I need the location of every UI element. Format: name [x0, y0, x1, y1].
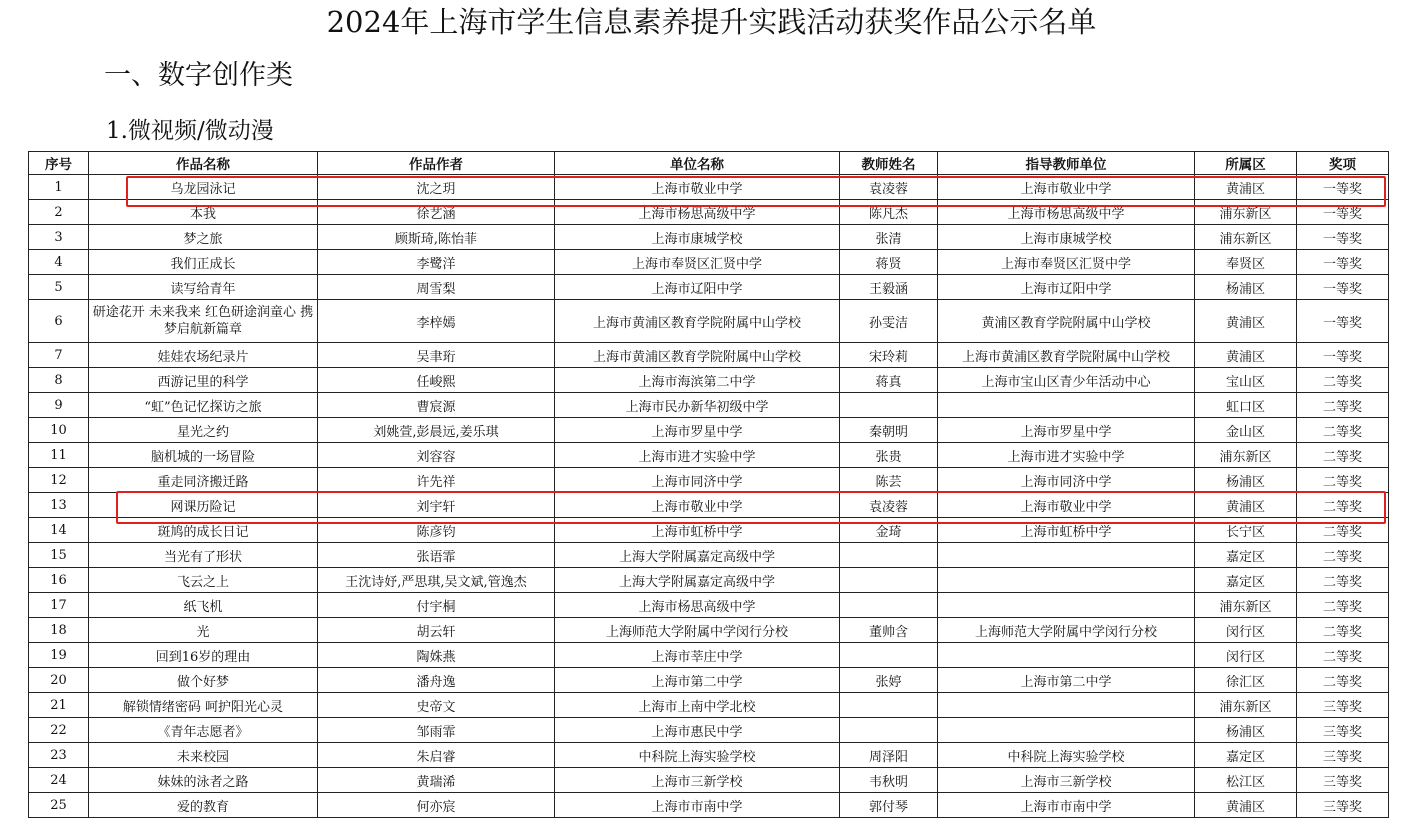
table-row: [29, 368, 1389, 393]
cell-index: 5: [29, 275, 89, 300]
cell-district: 嘉定区: [1195, 743, 1297, 768]
cell-work-title: 研途花开 未来我来 红色研途润童心 携梦启航新篇章: [89, 300, 318, 343]
cell-index: 8: [29, 368, 89, 393]
cell-award: 一等奖: [1297, 300, 1389, 343]
cell-teacher-school: 上海市进才实验中学: [938, 443, 1195, 468]
table-row: [29, 468, 1389, 493]
cell-index: 25: [29, 793, 89, 818]
table-row: [29, 443, 1389, 468]
cell-award: 三等奖: [1297, 693, 1389, 718]
cell-author: 陶姝燕: [318, 643, 555, 668]
cell-teacher-school: 上海市辽阳中学: [938, 275, 1195, 300]
cell-teacher-school: 黄浦区教育学院附属中山学校: [938, 300, 1195, 343]
cell-award: 二等奖: [1297, 518, 1389, 543]
cell-work-title: 星光之约: [89, 418, 318, 443]
cell-work-title: 网课历险记: [89, 493, 318, 518]
cell-teacher-school: 上海市康城学校: [938, 225, 1195, 250]
cell-school: 上海市黄浦区教育学院附属中山学校: [555, 300, 840, 343]
cell-award: 二等奖: [1297, 568, 1389, 593]
cell-school: 上海市惠民中学: [555, 718, 840, 743]
cell-district: 黄浦区: [1195, 793, 1297, 818]
header-index: 序号: [29, 152, 89, 175]
cell-index: 15: [29, 543, 89, 568]
cell-district: 闵行区: [1195, 643, 1297, 668]
cell-teacher-school: 上海市三新学校: [938, 768, 1195, 793]
cell-district: 金山区: [1195, 418, 1297, 443]
section-heading: 一、数字创作类: [104, 60, 293, 91]
cell-index: 1: [29, 175, 89, 200]
cell-school: 上海市敬业中学: [555, 175, 840, 200]
table-row: [29, 200, 1389, 225]
cell-teacher: [840, 568, 938, 593]
cell-author: 许先祥: [318, 468, 555, 493]
cell-award: 三等奖: [1297, 793, 1389, 818]
cell-index: 9: [29, 393, 89, 418]
cell-work-title: 娃娃农场纪录片: [89, 343, 318, 368]
cell-author: 沈之玥: [318, 175, 555, 200]
cell-teacher: 周泽阳: [840, 743, 938, 768]
cell-author: 黄瑞浠: [318, 768, 555, 793]
cell-author: 刘容容: [318, 443, 555, 468]
cell-teacher: 蒋真: [840, 368, 938, 393]
cell-author: 刘宇轩: [318, 493, 555, 518]
cell-index: 18: [29, 618, 89, 643]
cell-author: 顾斯琦,陈怡菲: [318, 225, 555, 250]
table-row: [29, 768, 1389, 793]
cell-district: 嘉定区: [1195, 568, 1297, 593]
cell-index: 23: [29, 743, 89, 768]
cell-teacher-school: 中科院上海实验学校: [938, 743, 1195, 768]
cell-school: 上海市奉贤区汇贤中学: [555, 250, 840, 275]
cell-award: 三等奖: [1297, 743, 1389, 768]
cell-teacher: [840, 643, 938, 668]
cell-teacher: 韦秋明: [840, 768, 938, 793]
cell-work-title: 纸飞机: [89, 593, 318, 618]
cell-index: 14: [29, 518, 89, 543]
cell-district: 嘉定区: [1195, 543, 1297, 568]
cell-district: 杨浦区: [1195, 275, 1297, 300]
cell-teacher-school: [938, 568, 1195, 593]
cell-district: 浦东新区: [1195, 443, 1297, 468]
cell-teacher: [840, 593, 938, 618]
cell-award: 一等奖: [1297, 225, 1389, 250]
cell-author: 刘姚萱,彭晨远,姜乐琪: [318, 418, 555, 443]
cell-teacher: 蒋贤: [840, 250, 938, 275]
cell-award: 二等奖: [1297, 393, 1389, 418]
cell-teacher-school: 上海市市南中学: [938, 793, 1195, 818]
cell-award: 二等奖: [1297, 443, 1389, 468]
cell-award: 二等奖: [1297, 543, 1389, 568]
awards-table-container: [28, 151, 1389, 818]
cell-award: 二等奖: [1297, 493, 1389, 518]
cell-teacher: 郭付琴: [840, 793, 938, 818]
cell-teacher: 张清: [840, 225, 938, 250]
cell-index: 7: [29, 343, 89, 368]
cell-work-title: 未来校园: [89, 743, 318, 768]
table-row: [29, 793, 1389, 818]
cell-award: 一等奖: [1297, 250, 1389, 275]
cell-work-title: 西游记里的科学: [89, 368, 318, 393]
cell-author: 史帝文: [318, 693, 555, 718]
cell-award: 二等奖: [1297, 643, 1389, 668]
cell-index: 20: [29, 668, 89, 693]
cell-author: 周雪梨: [318, 275, 555, 300]
cell-teacher-school: [938, 393, 1195, 418]
cell-school: 上海市辽阳中学: [555, 275, 840, 300]
cell-author: 徐艺涵: [318, 200, 555, 225]
cell-award: 三等奖: [1297, 718, 1389, 743]
cell-work-title: 爱的教育: [89, 793, 318, 818]
cell-school: 上海市市南中学: [555, 793, 840, 818]
cell-district: 宝山区: [1195, 368, 1297, 393]
table-row: [29, 418, 1389, 443]
cell-teacher-school: 上海市罗星中学: [938, 418, 1195, 443]
cell-district: 杨浦区: [1195, 468, 1297, 493]
cell-index: 10: [29, 418, 89, 443]
header-district: 所属区: [1195, 152, 1297, 175]
table-row: [29, 743, 1389, 768]
cell-school: 上海市第二中学: [555, 668, 840, 693]
table-row: [29, 643, 1389, 668]
cell-author: 潘舟逸: [318, 668, 555, 693]
cell-index: 11: [29, 443, 89, 468]
table-row: [29, 175, 1389, 200]
table-row: [29, 300, 1389, 343]
cell-author: 王沈诗妤,严思琪,吴文斌,管逸杰: [318, 568, 555, 593]
cell-work-title: 乌龙园泳记: [89, 175, 318, 200]
table-row: [29, 393, 1389, 418]
cell-work-title: 光: [89, 618, 318, 643]
cell-award: 三等奖: [1297, 768, 1389, 793]
cell-work-title: 读写给青年: [89, 275, 318, 300]
cell-index: 19: [29, 643, 89, 668]
cell-teacher: 王毅涵: [840, 275, 938, 300]
cell-district: 松江区: [1195, 768, 1297, 793]
cell-school: 上海市虹桥中学: [555, 518, 840, 543]
table-header-row: [29, 152, 1389, 175]
cell-author: 李鹭洋: [318, 250, 555, 275]
cell-district: 虹口区: [1195, 393, 1297, 418]
cell-teacher: 金琦: [840, 518, 938, 543]
subsection-heading: 1.微视频/微动漫: [106, 118, 274, 144]
cell-school: 上海市三新学校: [555, 768, 840, 793]
cell-index: 21: [29, 693, 89, 718]
cell-award: 二等奖: [1297, 618, 1389, 643]
header-teacher: 教师姓名: [840, 152, 938, 175]
cell-teacher: 宋玲莉: [840, 343, 938, 368]
awards-table: [28, 151, 1389, 818]
cell-index: 3: [29, 225, 89, 250]
table-row: [29, 568, 1389, 593]
table-row: [29, 668, 1389, 693]
cell-district: 闵行区: [1195, 618, 1297, 643]
cell-work-title: 斑鸠的成长日记: [89, 518, 318, 543]
cell-teacher-school: [938, 593, 1195, 618]
cell-teacher: 袁凌蓉: [840, 175, 938, 200]
table-row: [29, 593, 1389, 618]
cell-author: 何亦宸: [318, 793, 555, 818]
cell-district: 黄浦区: [1195, 493, 1297, 518]
cell-district: 黄浦区: [1195, 343, 1297, 368]
cell-author: 邹雨霏: [318, 718, 555, 743]
header-teacher-school: 指导教师单位: [938, 152, 1195, 175]
cell-index: 4: [29, 250, 89, 275]
cell-award: 一等奖: [1297, 275, 1389, 300]
table-body: [29, 175, 1389, 818]
cell-index: 16: [29, 568, 89, 593]
header-award: 奖项: [1297, 152, 1389, 175]
cell-author: 李梓嫣: [318, 300, 555, 343]
table-row: [29, 343, 1389, 368]
cell-teacher-school: [938, 718, 1195, 743]
cell-index: 22: [29, 718, 89, 743]
cell-teacher: 董帅含: [840, 618, 938, 643]
cell-award: 一等奖: [1297, 343, 1389, 368]
cell-index: 13: [29, 493, 89, 518]
header-work-title: 作品名称: [89, 152, 318, 175]
cell-teacher: 秦朝明: [840, 418, 938, 443]
header-school: 单位名称: [555, 152, 840, 175]
cell-work-title: 解锁情绪密码 呵护阳光心灵: [89, 693, 318, 718]
cell-school: 上海市上南中学北校: [555, 693, 840, 718]
cell-teacher-school: [938, 643, 1195, 668]
cell-author: 曹宸源: [318, 393, 555, 418]
cell-teacher-school: 上海市同济中学: [938, 468, 1195, 493]
cell-district: 浦东新区: [1195, 225, 1297, 250]
cell-index: 17: [29, 593, 89, 618]
cell-teacher-school: 上海市黄浦区教育学院附属中山学校: [938, 343, 1195, 368]
table-row: [29, 693, 1389, 718]
cell-teacher-school: 上海市杨思高级中学: [938, 200, 1195, 225]
cell-district: 黄浦区: [1195, 175, 1297, 200]
cell-work-title: 脑机城的一场冒险: [89, 443, 318, 468]
cell-district: 黄浦区: [1195, 300, 1297, 343]
cell-work-title: 重走同济搬迁路: [89, 468, 318, 493]
cell-teacher-school: [938, 693, 1195, 718]
cell-school: 上海市杨思高级中学: [555, 200, 840, 225]
cell-teacher-school: 上海师范大学附属中学闵行分校: [938, 618, 1195, 643]
cell-author: 胡云轩: [318, 618, 555, 643]
cell-award: 二等奖: [1297, 368, 1389, 393]
cell-work-title: 《青年志愿者》: [89, 718, 318, 743]
cell-school: 上海市同济中学: [555, 468, 840, 493]
table-row: [29, 543, 1389, 568]
cell-school: 上海市进才实验中学: [555, 443, 840, 468]
cell-district: 杨浦区: [1195, 718, 1297, 743]
cell-teacher-school: [938, 543, 1195, 568]
cell-author: 任峻熙: [318, 368, 555, 393]
table-row: [29, 493, 1389, 518]
cell-author: 张语霏: [318, 543, 555, 568]
table-row: [29, 518, 1389, 543]
cell-school: 上海市罗星中学: [555, 418, 840, 443]
page-title: 2024年上海市学生信息素养提升实践活动获奖作品公示名单: [326, 5, 1097, 39]
cell-index: 2: [29, 200, 89, 225]
cell-school: 上海市黄浦区教育学院附属中山学校: [555, 343, 840, 368]
cell-school: 上海市敬业中学: [555, 493, 840, 518]
cell-work-title: 妹妹的泳者之路: [89, 768, 318, 793]
table-row: [29, 250, 1389, 275]
cell-index: 6: [29, 300, 89, 343]
table-row: [29, 275, 1389, 300]
cell-teacher: [840, 718, 938, 743]
cell-teacher-school: 上海市敬业中学: [938, 493, 1195, 518]
table-row: [29, 618, 1389, 643]
cell-author: 陈彦钧: [318, 518, 555, 543]
cell-work-title: 回到16岁的理由: [89, 643, 318, 668]
cell-teacher-school: 上海市宝山区青少年活动中心: [938, 368, 1195, 393]
cell-school: 上海市民办新华初级中学: [555, 393, 840, 418]
cell-teacher: 张贵: [840, 443, 938, 468]
cell-teacher: [840, 543, 938, 568]
cell-work-title: “虹”色记忆探访之旅: [89, 393, 318, 418]
cell-school: 上海市海滨第二中学: [555, 368, 840, 393]
cell-award: 一等奖: [1297, 175, 1389, 200]
cell-award: 二等奖: [1297, 668, 1389, 693]
cell-award: 二等奖: [1297, 418, 1389, 443]
cell-district: 奉贤区: [1195, 250, 1297, 275]
cell-work-title: 当光有了形状: [89, 543, 318, 568]
cell-school: 上海大学附属嘉定高级中学: [555, 568, 840, 593]
cell-teacher: 袁凌蓉: [840, 493, 938, 518]
cell-work-title: 飞云之上: [89, 568, 318, 593]
cell-work-title: 梦之旅: [89, 225, 318, 250]
cell-teacher-school: 上海市奉贤区汇贤中学: [938, 250, 1195, 275]
header-author: 作品作者: [318, 152, 555, 175]
cell-teacher-school: 上海市敬业中学: [938, 175, 1195, 200]
cell-district: 徐汇区: [1195, 668, 1297, 693]
cell-teacher: 孙雯洁: [840, 300, 938, 343]
table-row: [29, 225, 1389, 250]
cell-teacher: 陈凡杰: [840, 200, 938, 225]
cell-index: 12: [29, 468, 89, 493]
cell-school: 中科院上海实验学校: [555, 743, 840, 768]
cell-author: 付宇桐: [318, 593, 555, 618]
cell-teacher: 张婷: [840, 668, 938, 693]
cell-index: 24: [29, 768, 89, 793]
cell-work-title: 做个好梦: [89, 668, 318, 693]
cell-school: 上海市康城学校: [555, 225, 840, 250]
cell-teacher-school: 上海市虹桥中学: [938, 518, 1195, 543]
cell-work-title: 我们正成长: [89, 250, 318, 275]
cell-award: 二等奖: [1297, 468, 1389, 493]
cell-teacher: [840, 393, 938, 418]
cell-award: 二等奖: [1297, 593, 1389, 618]
cell-author: 吴聿珩: [318, 343, 555, 368]
cell-district: 浦东新区: [1195, 593, 1297, 618]
cell-district: 浦东新区: [1195, 200, 1297, 225]
cell-work-title: 本我: [89, 200, 318, 225]
cell-teacher-school: 上海市第二中学: [938, 668, 1195, 693]
table-row: [29, 718, 1389, 743]
cell-school: 上海市莘庄中学: [555, 643, 840, 668]
cell-award: 一等奖: [1297, 200, 1389, 225]
cell-district: 浦东新区: [1195, 693, 1297, 718]
cell-school: 上海市杨思高级中学: [555, 593, 840, 618]
cell-school: 上海师范大学附属中学闵行分校: [555, 618, 840, 643]
cell-district: 长宁区: [1195, 518, 1297, 543]
cell-author: 朱启睿: [318, 743, 555, 768]
cell-teacher: [840, 693, 938, 718]
cell-school: 上海大学附属嘉定高级中学: [555, 543, 840, 568]
cell-teacher: 陈芸: [840, 468, 938, 493]
